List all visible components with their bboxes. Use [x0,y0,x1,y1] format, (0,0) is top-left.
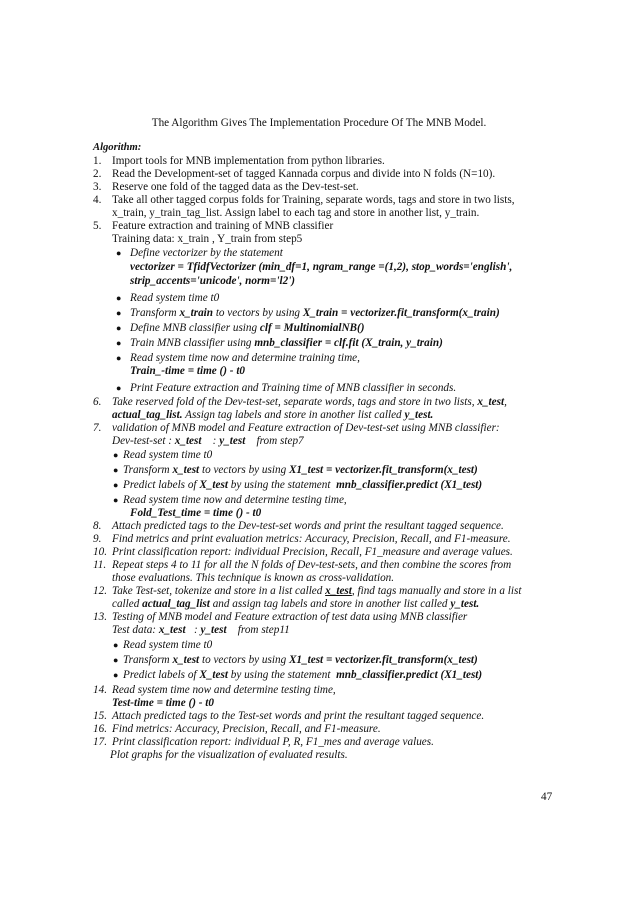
step-number: 7. [93,422,102,434]
code-text: Test-time = time () - t0 [112,697,214,709]
step-text-part: Take Test-set, tokenize and store in a list called [112,585,326,597]
step-text-part: Take reserved fold of the Dev-test-set, separate words, tags and store in two lists, [112,396,478,408]
variable-text: x_train [179,307,214,319]
step-text-part: , find tags manually and store in a list [351,585,522,597]
variable-text: y_test. [404,409,434,421]
code-text: X_train = vectorizer.fit_transform(x_train) [302,307,500,319]
bullet-text: Read system time now and determine testing time, [123,494,347,506]
step-text: Print classification report: individual P, R, F1_mes and average values. [112,736,434,748]
bullet-text: Define MNB classifier using [130,322,260,334]
step-text: Import tools for MNB implementation from python libraries. [112,155,385,167]
step-number: 4. [93,194,102,206]
bullet-text: Transform [123,654,173,666]
code-text: clf = MultinomialNB() [259,322,365,334]
variable-text: X_test [199,669,228,681]
step-number: 9. [93,533,102,545]
step-number: 16. [93,723,107,735]
code-text: mnb_classifier = clf.fit (X_train, y_train) [254,337,443,349]
step-number: 12. [93,585,107,597]
step-text: Take reserved fold of the Dev-test-set, separate words, tags and store in two lists, x_test, [112,396,507,408]
step-text: Testing of MNB model and Feature extraction of test data using MNB classifier [112,611,468,623]
bullet-text: Read system time t0 [123,639,213,651]
step-number: 8. [93,520,102,532]
step-text: Find metrics and print evaluation metrics: Accuracy, Precision, Recall, and F1-measure. [112,533,511,545]
variable-text: X_test [199,479,228,491]
step-number: 5. [93,220,102,232]
code-text: Train_-time = time () - t0 [130,365,246,377]
code-text: Fold_Test_time = time () - t0 [130,507,262,519]
step-number: 2. [93,168,102,180]
step-text: Plot graphs for the visualization of evaluated results. [110,749,348,761]
bullet-text: Predict labels of [123,479,200,491]
bullet-text: Read system time now and determine training time, [130,352,360,364]
step-text: Read the Development-set of tagged Kannada corpus and divide into N folds (N=10). [112,168,496,180]
bullet-icon: ● [116,248,122,258]
bullet-text: to vectors by using [213,307,303,319]
bullet-icon: ● [113,655,119,665]
step-text [112,585,521,598]
bullet-icon: ● [113,450,119,460]
step-text-part: : [201,435,220,447]
step-text: those evaluations. This technique is known as cross-validation. [112,572,395,584]
step-number: 11. [93,559,107,571]
bullet-text: Read system time t0 [123,449,213,461]
code-text: vectorizer = TfidfVectorizer (min_df=1, ngram_range =(1,2), stop_words='english', [130,261,513,273]
step-number: 13. [93,611,107,623]
bullet-icon: ● [113,495,119,505]
variable-text: x_test [172,654,200,666]
step-text: Training data: x_train , Y_train from step5 [112,233,303,245]
bullet-icon: ● [113,640,119,650]
bullet-text: by using the statement [227,669,337,681]
code-text: mnb_classifier.predict (X1_test) [336,479,483,491]
bullet-icon: ● [113,465,119,475]
bullet-text: Train MNB classifier using [130,337,255,349]
bullet-icon: ● [113,480,119,490]
variable-text: y_test [219,435,246,447]
step-text-part: Assign tag labels and store in another list called [182,409,405,421]
code-text: X1_test = vectorizer.fit_transform(x_test) [288,464,478,476]
step-text [112,624,290,637]
bullet-icon: ● [116,323,122,333]
variable-text: x_test [158,624,186,636]
bullet-text: Define vectorizer by the statement [130,247,283,259]
variable-text: actual_tag_list. [112,409,183,421]
step-text: validation of MNB model and Feature extraction of Dev-test-set using MNB classifier: [112,422,500,434]
step-text: Feature extraction and training of MNB classifier [112,220,334,232]
step-number: 6. [93,396,102,408]
step-text [112,409,433,422]
algorithm-heading: Algorithm: [93,142,142,153]
variable-text: x_test [174,435,202,447]
step-text-part: and assign tag labels and store in another list called [209,598,451,610]
bullet-text: by using the statement [227,479,337,491]
step-text-part: : [185,624,201,636]
bullet-icon: ● [116,338,122,348]
step-number: 15. [93,710,107,722]
step-text-part: from step7 [245,435,304,447]
variable-text: y_test [200,624,227,636]
bullet-text: to vectors by using [199,654,289,666]
step-text: x_train, y_train_tag_list. Assign label to each tag and store in another list, y_train. [112,207,480,219]
step-text: Repeat steps 4 to 11 for all the N folds of Dev-test-sets, and then combine the scores from [112,559,512,571]
variable-text: x_test [172,464,200,476]
step-text: Reserve one fold of the tagged data as the Dev-test-set. [112,181,359,193]
bullet-text: Transform [123,464,173,476]
step-text: Take all other tagged corpus folds for Training, separate words, tags and store in two lists, [112,194,515,206]
step-text [112,598,479,611]
step-text: Read system time now and determine testing time, [112,684,336,696]
step-text [112,435,304,448]
step-text: Print classification report: individual Precision, Recall, F1_measure and average values. [112,546,513,558]
step-text-part: from step11 [226,624,290,636]
variable-text: y_test. [450,598,480,610]
step-number: 10. [93,546,107,558]
step-number: 14. [93,684,107,696]
bullet-icon: ● [116,308,122,318]
code-text: strip_accents='unicode', norm='l2') [130,275,296,287]
step-text: Attach predicted tags to the Dev-test-set words and print the resultant tagged sequence. [112,520,504,532]
bullet-icon: ● [113,670,119,680]
step-number: 17. [93,736,107,748]
bullet-text: Read system time t0 [130,292,220,304]
step-text-part: Dev-test-set : [112,435,175,447]
algorithm-caption: The Algorithm Gives The Implementation Procedure Of The MNB Model. [151,117,487,129]
page-number: 47 [541,791,553,803]
step-number: 3. [93,181,102,193]
bullet-icon: ● [116,293,122,303]
variable-text: actual_tag_list [142,598,210,610]
step-text: Attach predicted tags to the Test-set words and print the resultant tagged sequence. [112,710,485,722]
step-text: Find metrics: Accuracy, Precision, Recall, and F1-measure. [112,723,381,735]
code-text: mnb_classifier.predict (X1_test) [336,669,483,681]
bullet-icon: ● [116,353,122,363]
step-text-part: called [112,598,143,610]
variable-text: x_test [477,396,505,408]
variable-text: x_test [325,585,352,597]
step-text-part: Test data: [112,624,159,636]
bullet-text: to vectors by using [199,464,289,476]
bullet-icon: ● [116,383,122,393]
bullet-text: Print Feature extraction and Training time of MNB classifier in seconds. [130,382,457,394]
bullet-text: Predict labels of [123,669,200,681]
bullet-text: Transform [130,307,180,319]
code-text: X1_test = vectorizer.fit_transform(x_test) [288,654,478,666]
step-number: 1. [93,155,102,167]
